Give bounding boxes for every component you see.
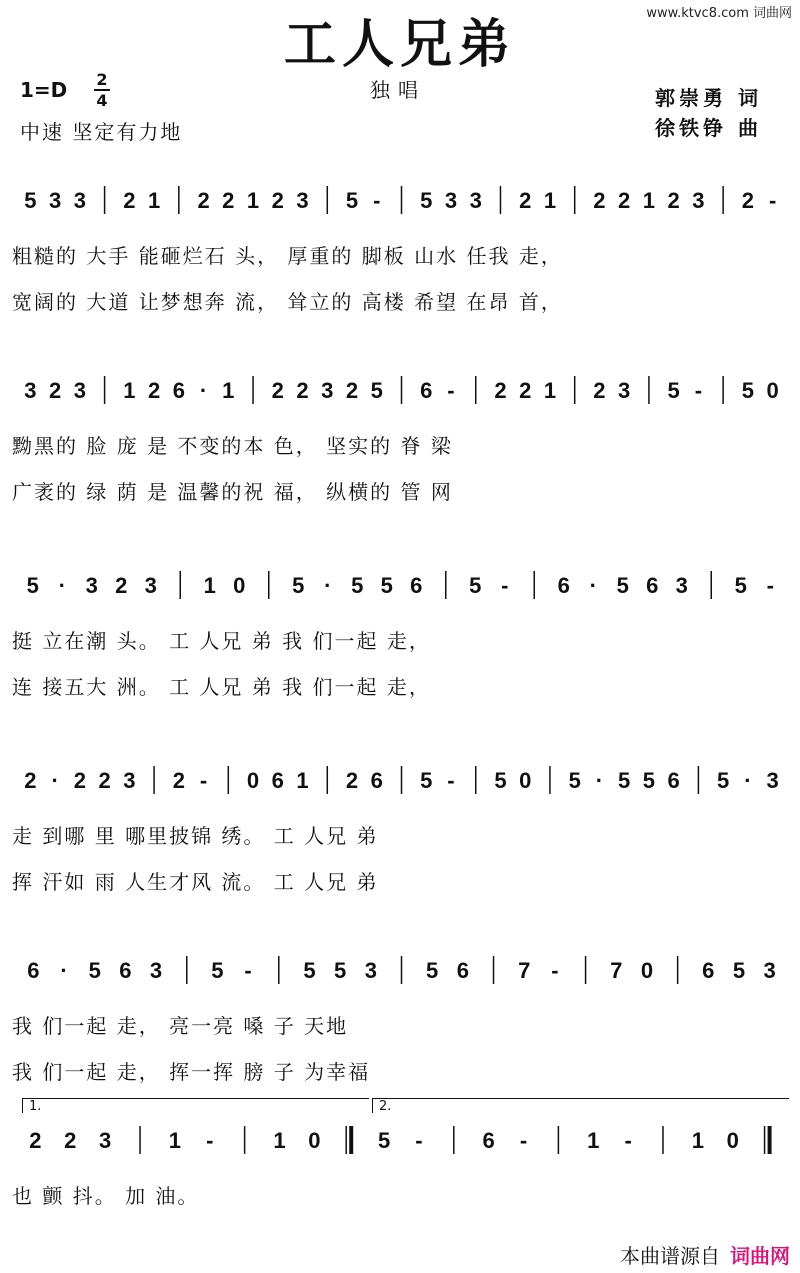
- score-line: [0, 180, 800, 330]
- lyric-verse-2: 广袤的 绿 荫 是 温馨的祝 福， 纵横的 管 网: [12, 480, 453, 504]
- note: 3: [675, 573, 688, 598]
- note: 1: [296, 768, 309, 793]
- time-bottom: 4: [94, 89, 110, 110]
- performance-style: 独唱: [370, 78, 426, 102]
- lyric-verse-1: 粗糙的 大手 能砸烂石 头， 厚重的 脚板 山水 任我 走，: [12, 244, 563, 268]
- note: 5: [420, 768, 433, 793]
- note: 5: [345, 188, 359, 213]
- volta-2: 2.: [372, 1098, 789, 1113]
- lyric-verse-1: 挺 立在潮 头。 工 人兄 弟 我 们一起 走，: [12, 629, 431, 653]
- note: ·: [199, 378, 208, 403]
- note: 1: [203, 573, 216, 598]
- note: 2: [73, 768, 86, 793]
- note: -: [766, 573, 774, 598]
- note: 5: [732, 958, 746, 983]
- note: 2: [197, 188, 210, 213]
- note: 3: [24, 378, 37, 403]
- note: 5: [26, 573, 39, 598]
- site-watermark: www.ktvc8.com 词曲网: [646, 6, 792, 21]
- footer-source-label: 本曲谱源自: [620, 1244, 720, 1268]
- note: 5: [370, 378, 383, 403]
- note: -: [519, 1128, 528, 1153]
- note: 3: [618, 378, 631, 403]
- note: 2: [296, 378, 309, 403]
- score-line: [0, 950, 800, 1100]
- note: 6: [172, 378, 185, 403]
- note: 0: [726, 1128, 739, 1153]
- note: 6: [27, 958, 40, 983]
- note: 2: [29, 1128, 42, 1153]
- note: 2: [48, 378, 62, 403]
- note: ·: [324, 573, 332, 598]
- note: 0: [519, 768, 532, 793]
- note: 1: [222, 378, 235, 403]
- lyricist-credit: 郭崇勇 词: [655, 86, 762, 110]
- note: 3: [763, 958, 776, 983]
- note: 1: [123, 378, 136, 403]
- source-footer: [620, 1240, 790, 1269]
- note: 7: [518, 958, 531, 983]
- note: 2: [123, 188, 136, 213]
- note: 1: [147, 188, 161, 213]
- note: 3: [48, 188, 62, 213]
- note: 3: [296, 188, 309, 213]
- note: 2: [667, 188, 680, 213]
- bar-lines: [0, 1120, 800, 1160]
- lyric-verse-1: 我 们一起 走， 亮一亮 嗓 子 天地: [12, 1014, 349, 1038]
- note: 6: [557, 573, 570, 598]
- note: 5: [24, 188, 37, 213]
- note: -: [415, 1128, 423, 1153]
- lyric-verse-1: 也 颤 抖。 加 油。: [12, 1184, 200, 1208]
- note: 5: [568, 768, 581, 793]
- note: ·: [589, 573, 597, 598]
- note: -: [447, 768, 455, 793]
- note: 6: [667, 768, 680, 793]
- note: 1: [587, 1128, 600, 1153]
- note: 0: [640, 958, 654, 983]
- note: 6: [420, 378, 433, 403]
- note: 0: [233, 573, 246, 598]
- note: 0: [308, 1128, 321, 1153]
- note: 2: [345, 378, 359, 403]
- note: 1: [543, 188, 557, 213]
- lyric-verse-2: 我 们一起 走， 挥一挥 膀 子 为幸福: [12, 1060, 371, 1084]
- note: 2: [24, 768, 37, 793]
- note: -: [694, 378, 703, 403]
- note: ·: [595, 768, 604, 793]
- note: 3: [73, 378, 86, 403]
- note: 2: [494, 378, 507, 403]
- note: 3: [85, 573, 98, 598]
- lyric-verse-1: 走 到哪 里 哪里披锦 绣。 工 人兄 弟: [12, 824, 379, 848]
- composer-credit: 徐铁铮 曲: [655, 116, 762, 140]
- note: 3: [364, 958, 377, 983]
- note: 2: [618, 188, 631, 213]
- note: 5: [717, 768, 730, 793]
- note: 6: [271, 768, 284, 793]
- note: 2: [115, 573, 128, 598]
- note: 5: [380, 573, 393, 598]
- note: 3: [444, 188, 458, 213]
- note: 1: [273, 1128, 286, 1153]
- note: 5: [667, 378, 680, 403]
- note: 1: [543, 378, 557, 403]
- note: 5: [334, 958, 347, 983]
- score-line: [0, 565, 800, 715]
- note: 2: [271, 188, 284, 213]
- lyric-verse-2: 宽阔的 大道 让梦想奔 流， 耸立的 高楼 希望 在昂 首，: [12, 290, 563, 314]
- note: 3: [469, 188, 482, 213]
- volta-1: 1.: [22, 1098, 369, 1113]
- note: 2: [741, 188, 754, 213]
- note: 7: [610, 958, 623, 983]
- note: 1: [168, 1128, 181, 1153]
- time-top: 2: [96, 70, 108, 89]
- footer-site-name: 词曲网: [730, 1244, 790, 1268]
- note: ·: [58, 573, 66, 598]
- lyric-verse-2: 挥 汗如 雨 人生才风 流。 工 人兄 弟: [12, 870, 379, 894]
- note: 3: [99, 1128, 112, 1153]
- note: 6: [456, 958, 469, 983]
- note: 2: [222, 188, 235, 213]
- note: 5: [426, 958, 439, 983]
- note: 6: [370, 768, 383, 793]
- note: 5: [292, 573, 305, 598]
- song-title: 工人兄弟: [283, 15, 516, 75]
- note: 5: [211, 958, 224, 983]
- note: 2: [519, 188, 532, 213]
- note: -: [244, 958, 252, 983]
- note: 2: [519, 378, 532, 403]
- note: 1: [246, 188, 260, 213]
- note: 3: [692, 188, 705, 213]
- score-line: [0, 370, 800, 520]
- note: 2: [172, 768, 185, 793]
- note: 6: [119, 958, 132, 983]
- note: 5: [420, 188, 433, 213]
- note: 2: [593, 378, 606, 403]
- note: 0: [766, 378, 779, 403]
- note: 3: [144, 573, 157, 598]
- note: 0: [246, 768, 260, 793]
- note: -: [768, 188, 777, 213]
- tempo-marking: 中速 坚定有力地: [20, 120, 183, 144]
- note: 1: [691, 1128, 704, 1153]
- note: 5: [351, 573, 364, 598]
- note: ·: [60, 958, 68, 983]
- note: -: [373, 188, 381, 213]
- note: 5: [88, 958, 101, 983]
- note: 5: [303, 958, 316, 983]
- note: 6: [646, 573, 659, 598]
- note: ·: [51, 768, 59, 793]
- note: -: [551, 958, 559, 983]
- note: -: [206, 1128, 214, 1153]
- note: -: [624, 1128, 632, 1153]
- note: 2: [593, 188, 606, 213]
- note: 5: [741, 378, 754, 403]
- note: 5: [494, 768, 507, 793]
- key-signature: 1=D: [20, 78, 68, 102]
- note: 5: [642, 768, 656, 793]
- note: 5: [377, 1128, 391, 1153]
- note: 2: [345, 768, 359, 793]
- note: 5: [734, 573, 747, 598]
- score-line: [0, 760, 800, 910]
- note: 3: [73, 188, 86, 213]
- note: 1: [642, 188, 656, 213]
- note: 5: [469, 573, 482, 598]
- note: 2: [147, 378, 161, 403]
- time-signature: [94, 70, 110, 110]
- note: 5: [618, 768, 631, 793]
- note: 6: [410, 573, 423, 598]
- note: 2: [64, 1128, 77, 1153]
- note: -: [199, 768, 208, 793]
- note: 3: [149, 958, 163, 983]
- note: 6: [482, 1128, 495, 1153]
- note: 2: [271, 378, 284, 403]
- note: 2: [98, 768, 111, 793]
- note: 3: [766, 768, 779, 793]
- note: 6: [702, 958, 715, 983]
- note: 3: [123, 768, 136, 793]
- note: -: [447, 378, 455, 403]
- lyric-verse-1: 黝黑的 脸 庞 是 不变的本 色， 坚实的 脊 梁: [12, 434, 453, 458]
- note: 5: [616, 573, 629, 598]
- note: ·: [744, 768, 752, 793]
- note: -: [501, 573, 509, 598]
- lyric-verse-2: 连 接五大 洲。 工 人兄 弟 我 们一起 走，: [12, 675, 431, 699]
- note: 3: [321, 378, 334, 403]
